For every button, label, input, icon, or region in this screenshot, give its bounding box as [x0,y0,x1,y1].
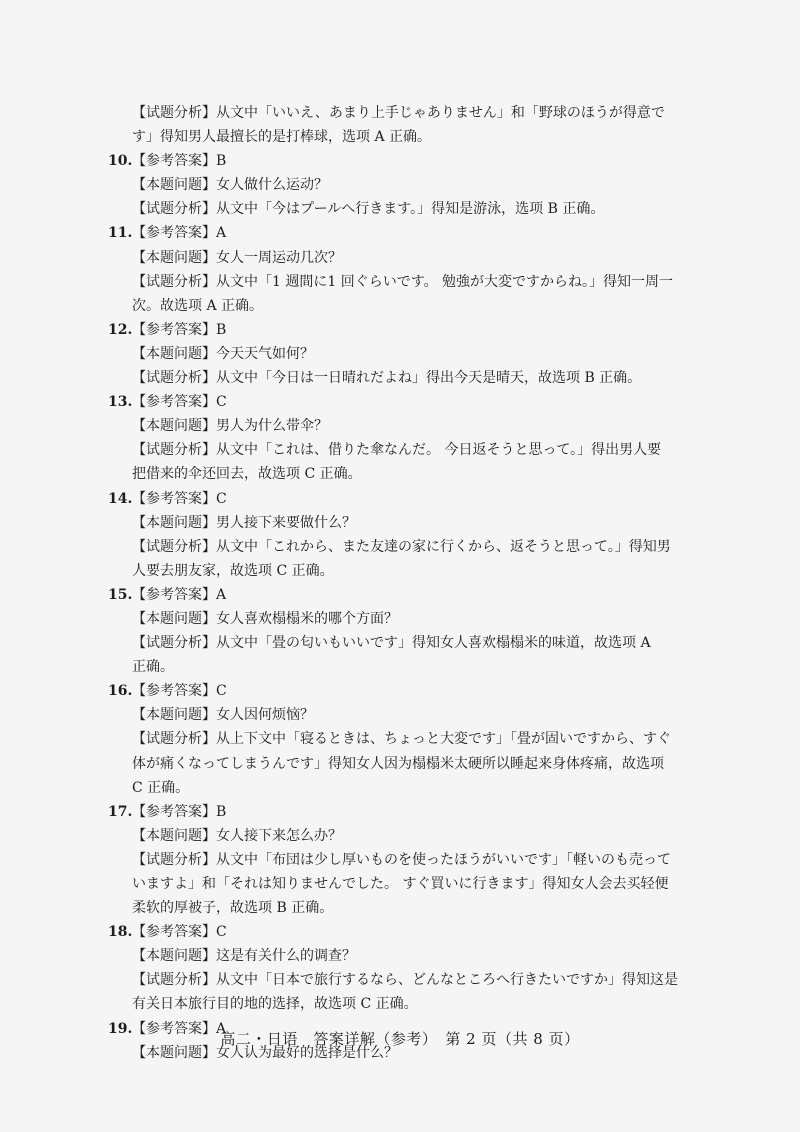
reference-answer: 【参考答案】A [132,225,227,242]
question-number: 19. [108,1020,133,1037]
explanation-line: 【试题分析】从上下文中「寝るときは、ちょっと大変です」「畳が固いですから、すぐ [132,731,671,748]
explanation-line: 有关日本旅行目的地的选择，故选项 C 正确。 [132,996,418,1013]
question-number: 16. [108,683,133,700]
explanation-line: 【本题问题】今天天气如何？ [132,345,314,362]
question-number: 15. [108,586,133,603]
question-number: 12. [108,321,133,338]
question-block [108,318,708,390]
question-number: 17. [108,803,133,820]
explanation-line: 【试题分析】从文中「いいえ、あまり上手じゃありません」和「野球のほうが得意で [132,105,665,121]
question-block [108,390,708,486]
reference-answer: 【参考答案】B [132,321,227,338]
explanation-line: す」得知男人最擅长的是打棒球，选项 A 正确。 [132,129,432,146]
explanation-line: 【本题问题】女人因何烦恼？ [132,707,314,724]
question-number: 10. [108,153,133,170]
explanation-line: 【试题分析】从文中「日本で旅行するなら、どんなところへ行きたいですか」得知这是 [132,972,678,989]
question-block [108,149,708,221]
question-number: 14. [108,490,133,507]
answer-line [108,149,708,173]
explanation-line: 【试题分析】从文中「布団は少し厚いものを使ったほうがいいです」「軽いのも売って [132,851,671,868]
answer-line [108,920,708,944]
explanation-line: 【本题问题】女人做什么运动？ [132,177,328,194]
explanation-line: 柔软的厚被子，故选项 B 正确。 [132,900,334,917]
explanation-line: 把借来的伞还回去，故选项 C 正确。 [132,466,362,483]
explanation-line: C 正确。 [132,779,190,796]
question-block [108,920,708,1016]
answer-line [108,583,708,607]
answer-explanations [108,101,708,1065]
explanation-line: 【本题问题】女人认为最好的选择是什么？ [132,1044,398,1061]
question-block [108,487,708,583]
question-block [108,679,708,799]
question-number: 11. [108,225,133,242]
explanation-line: 【本题问题】这是有关什么的调查？ [132,948,356,965]
answer-line [108,318,708,342]
explanation-line: 【本题问题】女人一周运动几次？ [132,249,342,266]
reference-answer: 【参考答案】C [132,924,227,941]
explanation-line: いますよ」和「それは知りませんでした。 すぐ買いに行きます」得知女人会去买轻便 [132,876,669,892]
explanation-line: 【试题分析】从文中「これは、借りた傘なんだ。 今日返そうと思って。」得出男人要 [132,442,662,459]
question-block [108,800,708,920]
explanation-line: 人要去朋友家，故选项 C 正确。 [132,562,334,579]
answer-line [108,390,708,414]
reference-answer: 【参考答案】C [132,394,227,411]
explanation-line: 体が痛くなってしまうんです」得知女人因为榻榻米太硬所以睡起来身体疼痛，故选项 [132,755,664,772]
explanation-line: 【本题问题】男人接下来要做什么？ [132,514,356,531]
question-number: 13. [108,394,133,411]
question-block [108,583,708,679]
explanation-line: 次。故选项 A 正确。 [132,297,264,314]
explanation-line: 【本题问题】女人喜欢榻榻米的哪个方面？ [132,610,398,627]
reference-answer: 【参考答案】C [132,683,227,700]
explanation-line: 【试题分析】从文中「1 週間に1 回ぐらいです。 勉強が大変ですからね。」得知一周一 [132,273,674,290]
answer-line [108,487,708,511]
page-footer: 高二・日语 答案详解（参考） 第 2 页（共 8 页） [220,1030,580,1048]
answer-line [108,221,708,245]
explanation-line: 【本题问题】男人为什么带伞？ [132,418,328,435]
explanation-line: 【试题分析】从文中「今はプールへ行きます。」得知是游泳，选项 B 正确。 [132,201,605,218]
explanation-line: 【试题分析】从文中「畳の匂いもいいです」得知女人喜欢榻榻米的味道，故选项 A [132,635,651,652]
continued-analysis-block [108,101,708,149]
answer-line [108,679,708,703]
question-number: 18. [108,924,133,941]
explanation-line: 【试题分析】从文中「今日は一日晴れだよね」得出今天是晴天，故选项 B 正确。 [132,370,642,387]
reference-answer: 【参考答案】B [132,153,227,170]
reference-answer: 【参考答案】C [132,490,227,507]
explanation-line: 【试题分析】从文中「これから、また友達の家に行くから、返そうと思って。」得知男 [132,538,671,555]
reference-answer: 【参考答案】A [132,1020,227,1037]
answer-line [108,800,708,824]
explanation-line: 【本题问题】女人接下来怎么办？ [132,827,342,844]
explanation-line: 正确。 [132,659,174,676]
question-block [108,221,708,317]
reference-answer: 【参考答案】A [132,586,227,603]
reference-answer: 【参考答案】B [132,803,227,820]
